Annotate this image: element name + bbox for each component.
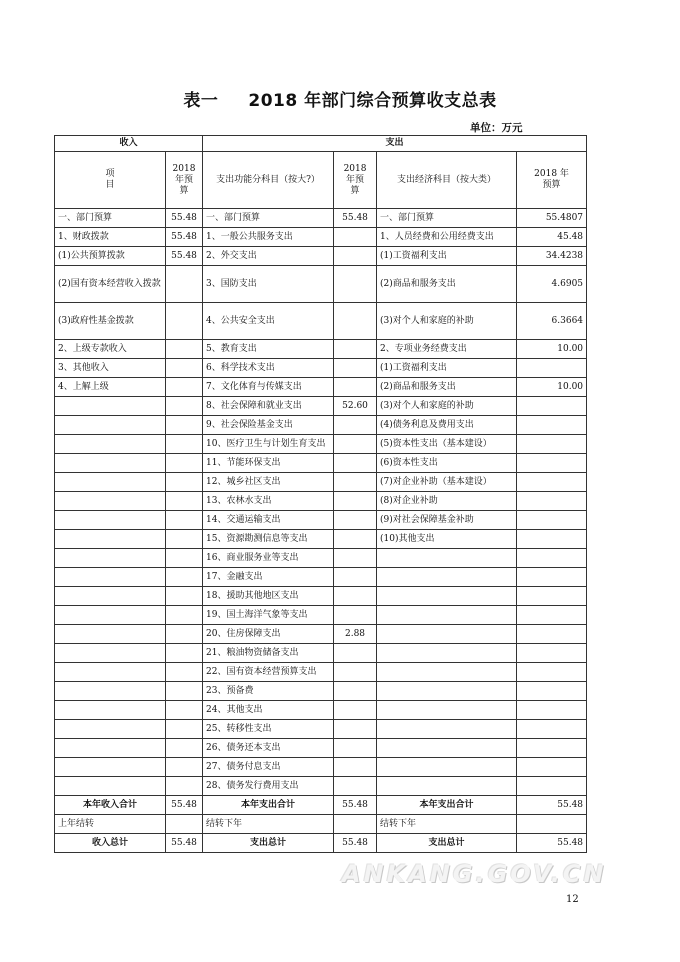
income-amount-cell	[166, 397, 203, 416]
econ-amount-cell	[517, 587, 587, 606]
header-income: 收入	[55, 136, 203, 152]
econ-amount-cell	[517, 511, 587, 530]
func-subject-cell: 24、其他支出	[203, 701, 334, 720]
econ-amount-cell	[517, 492, 587, 511]
next-year-carry-label: 结转下年	[203, 815, 334, 834]
func-amount-cell	[334, 644, 377, 663]
table-row	[55, 359, 587, 378]
econ-subject-cell	[377, 682, 517, 701]
table-row	[55, 568, 587, 587]
econ-subject-cell: (1)工资福利支出	[377, 247, 517, 266]
grand-expense-label: 支出总计	[203, 834, 334, 853]
totals-row	[55, 796, 587, 815]
func-amount-cell	[334, 340, 377, 359]
func-amount-cell: 52.60	[334, 397, 377, 416]
func-subject-cell: 25、转移性支出	[203, 720, 334, 739]
header-row	[55, 136, 587, 152]
func-amount-cell	[334, 359, 377, 378]
table-row	[55, 644, 587, 663]
income-cell: (3)政府性基金拨款	[55, 303, 166, 340]
table-row	[55, 663, 587, 682]
func-subject-cell: 13、农林水支出	[203, 492, 334, 511]
func-subject-cell: 9、社会保险基金支出	[203, 416, 334, 435]
table-row	[55, 397, 587, 416]
income-amount-cell: 55.48	[166, 228, 203, 247]
income-cell	[55, 435, 166, 454]
econ-amount-cell	[517, 549, 587, 568]
econ-amount-cell	[517, 359, 587, 378]
table-row	[55, 378, 587, 397]
func-amount-cell: 2.88	[334, 625, 377, 644]
func-amount-cell	[334, 435, 377, 454]
econ-amount-cell	[517, 473, 587, 492]
subheader-year-budget-func: 2018 年预 算	[334, 152, 377, 209]
income-cell	[55, 511, 166, 530]
func-amount-cell	[334, 247, 377, 266]
table-row	[55, 303, 587, 340]
econ-total-value: 55.48	[517, 796, 587, 815]
table-row	[55, 606, 587, 625]
income-amount-cell	[166, 340, 203, 359]
func-amount-cell	[334, 378, 377, 397]
func-subject-cell: 7、文化体育与传媒支出	[203, 378, 334, 397]
func-amount-cell	[334, 663, 377, 682]
econ-subject-cell: (7)对企业补助（基本建设）	[377, 473, 517, 492]
income-amount-cell	[166, 359, 203, 378]
subheader-year-budget: 2018 年预 算	[166, 152, 203, 209]
econ-amount-cell	[517, 530, 587, 549]
income-amount-cell: 55.48	[166, 247, 203, 266]
econ-subject-cell	[377, 758, 517, 777]
income-cell	[55, 549, 166, 568]
econ-amount-cell	[517, 758, 587, 777]
page-number: 12	[566, 894, 579, 905]
grand-total-row	[55, 834, 587, 853]
grand-econ-value: 55.48	[517, 834, 587, 853]
last-year-carry-value	[166, 815, 203, 834]
income-cell	[55, 530, 166, 549]
func-subject-cell: 8、社会保障和就业支出	[203, 397, 334, 416]
header-expense: 支出	[203, 136, 587, 152]
table-row	[55, 435, 587, 454]
income-amount-cell	[166, 416, 203, 435]
income-cell	[55, 663, 166, 682]
econ-amount-cell	[517, 454, 587, 473]
func-subject-cell: 16、商业服务业等支出	[203, 549, 334, 568]
income-amount-cell	[166, 587, 203, 606]
func-subject-cell: 14、交通运输支出	[203, 511, 334, 530]
econ-amount-cell: 55.4807	[517, 209, 587, 228]
income-cell	[55, 492, 166, 511]
budget-table	[54, 135, 587, 853]
func-subject-cell: 6、科学技术支出	[203, 359, 334, 378]
income-total-value: 55.48	[166, 796, 203, 815]
income-cell	[55, 777, 166, 796]
income-amount-cell	[166, 511, 203, 530]
income-amount-cell	[166, 625, 203, 644]
func-amount-cell	[334, 266, 377, 303]
econ-subject-cell	[377, 777, 517, 796]
func-subject-cell: 17、金融支出	[203, 568, 334, 587]
income-cell	[55, 587, 166, 606]
econ-amount-cell	[517, 416, 587, 435]
econ-amount-cell	[517, 644, 587, 663]
table-row	[55, 473, 587, 492]
func-amount-cell	[334, 454, 377, 473]
func-amount-cell	[334, 416, 377, 435]
table-row	[55, 701, 587, 720]
page-title	[0, 86, 680, 111]
income-cell	[55, 397, 166, 416]
income-amount-cell	[166, 454, 203, 473]
income-cell	[55, 454, 166, 473]
func-subject-cell: 15、资源勘测信息等支出	[203, 530, 334, 549]
income-cell	[55, 473, 166, 492]
econ-amount-cell	[517, 701, 587, 720]
func-amount-cell	[334, 492, 377, 511]
income-amount-cell	[166, 682, 203, 701]
income-cell: 1、财政拨款	[55, 228, 166, 247]
econ-amount-cell	[517, 663, 587, 682]
econ-amount-cell	[517, 682, 587, 701]
func-subject-cell: 4、公共安全支出	[203, 303, 334, 340]
subheader-econ-subject: 支出经济科目（按大类）	[377, 152, 517, 209]
income-cell: 4、上解上级	[55, 378, 166, 397]
next-year-carry-value	[334, 815, 377, 834]
econ-subject-cell: (10)其他支出	[377, 530, 517, 549]
econ-subject-cell: (3)对个人和家庭的补助	[377, 303, 517, 340]
income-amount-cell	[166, 568, 203, 587]
watermark: ANKANG.GOV.CN	[342, 860, 607, 888]
func-amount-cell	[334, 720, 377, 739]
func-subject-cell: 一、部门预算	[203, 209, 334, 228]
income-amount-cell	[166, 739, 203, 758]
income-amount-cell	[166, 644, 203, 663]
subheader-item: 项 目	[55, 152, 166, 209]
income-cell	[55, 739, 166, 758]
income-amount-cell	[166, 266, 203, 303]
table-row	[55, 777, 587, 796]
econ-amount-cell	[517, 435, 587, 454]
func-amount-cell: 55.48	[334, 209, 377, 228]
grand-expense-value: 55.48	[334, 834, 377, 853]
table-row	[55, 758, 587, 777]
func-amount-cell	[334, 511, 377, 530]
income-amount-cell	[166, 473, 203, 492]
income-cell	[55, 568, 166, 587]
econ-total-label: 本年支出合计	[377, 796, 517, 815]
econ-amount-cell	[517, 720, 587, 739]
func-amount-cell	[334, 568, 377, 587]
func-subject-cell: 5、教育支出	[203, 340, 334, 359]
last-year-carry-label: 上年结转	[55, 815, 166, 834]
income-cell: (2)国有资本经营收入拨款	[55, 266, 166, 303]
econ-amount-cell	[517, 625, 587, 644]
income-amount-cell: 55.48	[166, 209, 203, 228]
table-row	[55, 228, 587, 247]
func-amount-cell	[334, 606, 377, 625]
func-subject-cell: 11、节能环保支出	[203, 454, 334, 473]
econ-subject-cell: (2)商品和服务支出	[377, 378, 517, 397]
econ-amount-cell: 4.6905	[517, 266, 587, 303]
econ-subject-cell	[377, 625, 517, 644]
table-row	[55, 247, 587, 266]
table-row	[55, 416, 587, 435]
econ-subject-cell: (4)债务利息及费用支出	[377, 416, 517, 435]
econ-amount-cell: 34.4238	[517, 247, 587, 266]
econ-amount-cell	[517, 397, 587, 416]
func-amount-cell	[334, 682, 377, 701]
func-subject-cell: 21、粮油物资储备支出	[203, 644, 334, 663]
subheader-row	[55, 152, 587, 209]
table-row	[55, 587, 587, 606]
table-row	[55, 625, 587, 644]
func-amount-cell	[334, 701, 377, 720]
func-subject-cell: 12、城乡社区支出	[203, 473, 334, 492]
table-row	[55, 454, 587, 473]
econ-subject-cell: (1)工资福利支出	[377, 359, 517, 378]
func-subject-cell: 3、国防支出	[203, 266, 334, 303]
econ-subject-cell	[377, 549, 517, 568]
grand-income-value: 55.48	[166, 834, 203, 853]
income-amount-cell	[166, 606, 203, 625]
table-row	[55, 492, 587, 511]
income-cell: (1)公共预算拨款	[55, 247, 166, 266]
func-subject-cell: 27、债务付息支出	[203, 758, 334, 777]
econ-subject-cell	[377, 587, 517, 606]
econ-amount-cell: 10.00	[517, 340, 587, 359]
econ-amount-cell	[517, 568, 587, 587]
income-cell	[55, 758, 166, 777]
table-row	[55, 530, 587, 549]
income-amount-cell	[166, 303, 203, 340]
econ-subject-cell	[377, 701, 517, 720]
income-cell	[55, 682, 166, 701]
income-cell	[55, 701, 166, 720]
func-amount-cell	[334, 587, 377, 606]
income-cell: 2、上级专款收入	[55, 340, 166, 359]
table-row	[55, 209, 587, 228]
income-cell	[55, 625, 166, 644]
func-subject-cell: 23、预备费	[203, 682, 334, 701]
func-subject-cell: 20、住房保障支出	[203, 625, 334, 644]
econ-subject-cell	[377, 739, 517, 758]
econ-subject-cell	[377, 720, 517, 739]
table-row	[55, 511, 587, 530]
income-cell: 一、部门预算	[55, 209, 166, 228]
econ-subject-cell: (5)资本性支出（基本建设）	[377, 435, 517, 454]
func-amount-cell	[334, 739, 377, 758]
income-amount-cell	[166, 492, 203, 511]
table-row	[55, 549, 587, 568]
expense-total-value: 55.48	[334, 796, 377, 815]
econ-subject-cell	[377, 606, 517, 625]
econ-amount-cell: 45.48	[517, 228, 587, 247]
table-row	[55, 682, 587, 701]
func-amount-cell	[334, 473, 377, 492]
func-subject-cell: 10、医疗卫生与计划生育支出	[203, 435, 334, 454]
income-amount-cell	[166, 378, 203, 397]
income-amount-cell	[166, 701, 203, 720]
income-amount-cell	[166, 435, 203, 454]
func-amount-cell	[334, 228, 377, 247]
econ-subject-cell	[377, 644, 517, 663]
carry-row	[55, 815, 587, 834]
func-amount-cell	[334, 777, 377, 796]
func-subject-cell: 19、国土海洋气象等支出	[203, 606, 334, 625]
econ-subject-cell: (2)商品和服务支出	[377, 266, 517, 303]
income-cell	[55, 416, 166, 435]
table-row	[55, 266, 587, 303]
subheader-func-subject: 支出功能分科目（按大?）	[203, 152, 334, 209]
income-amount-cell	[166, 663, 203, 682]
econ-amount-cell: 6.3664	[517, 303, 587, 340]
econ-subject-cell: (8)对企业补助	[377, 492, 517, 511]
func-amount-cell	[334, 758, 377, 777]
next-year-carry-value-econ	[517, 815, 587, 834]
income-cell	[55, 644, 166, 663]
income-amount-cell	[166, 720, 203, 739]
econ-subject-cell	[377, 663, 517, 682]
income-amount-cell	[166, 530, 203, 549]
func-subject-cell: 18、援助其他地区支出	[203, 587, 334, 606]
econ-amount-cell	[517, 777, 587, 796]
grand-econ-label: 支出总计	[377, 834, 517, 853]
econ-subject-cell: (6)资本性支出	[377, 454, 517, 473]
income-amount-cell	[166, 777, 203, 796]
func-subject-cell: 2、外交支出	[203, 247, 334, 266]
econ-subject-cell	[377, 568, 517, 587]
unit-label: 单位：万元	[470, 122, 523, 134]
func-amount-cell	[334, 530, 377, 549]
next-year-carry-label-econ: 结转下年	[377, 815, 517, 834]
table-row	[55, 340, 587, 359]
econ-subject-cell: (9)对社会保障基金补助	[377, 511, 517, 530]
func-subject-cell: 1、一般公共服务支出	[203, 228, 334, 247]
func-subject-cell: 22、国有资本经营预算支出	[203, 663, 334, 682]
title-main: 2018 年部门综合预算收支总表	[248, 91, 497, 111]
grand-income-label: 收入总计	[55, 834, 166, 853]
income-amount-cell	[166, 758, 203, 777]
income-amount-cell	[166, 549, 203, 568]
title-prefix: 表一	[183, 91, 219, 111]
econ-amount-cell	[517, 739, 587, 758]
income-cell: 3、其他收入	[55, 359, 166, 378]
econ-amount-cell: 10.00	[517, 378, 587, 397]
econ-subject-cell: 2、专项业务经费支出	[377, 340, 517, 359]
func-subject-cell: 28、债务发行费用支出	[203, 777, 334, 796]
func-amount-cell	[334, 549, 377, 568]
table-row	[55, 739, 587, 758]
func-amount-cell	[334, 303, 377, 340]
econ-subject-cell: 一、部门预算	[377, 209, 517, 228]
subheader-year-budget-econ: 2018 年 预算	[517, 152, 587, 209]
table-row	[55, 720, 587, 739]
income-total-label: 本年收入合计	[55, 796, 166, 815]
income-cell	[55, 720, 166, 739]
func-subject-cell: 26、债务还本支出	[203, 739, 334, 758]
expense-total-label: 本年支出合计	[203, 796, 334, 815]
econ-subject-cell: 1、人员经费和公用经费支出	[377, 228, 517, 247]
econ-amount-cell	[517, 606, 587, 625]
income-cell	[55, 606, 166, 625]
econ-subject-cell: (3)对个人和家庭的补助	[377, 397, 517, 416]
